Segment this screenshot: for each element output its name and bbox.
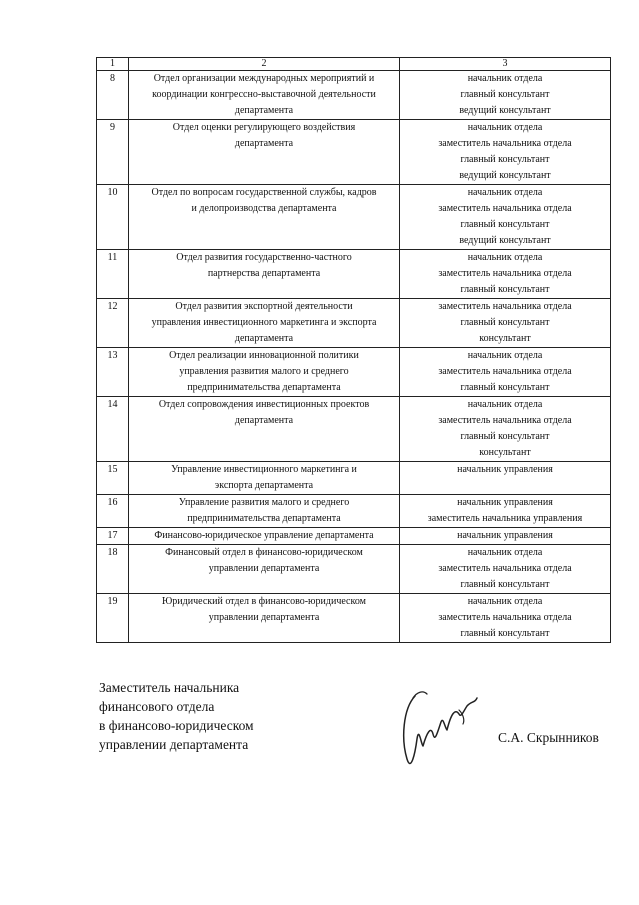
department-line: Отдел реализации инновационной политики	[169, 350, 359, 361]
department-cell	[129, 120, 400, 185]
position-line: ведущий консультант	[459, 105, 551, 116]
department-cell	[129, 495, 400, 528]
position-line: начальник отдела	[467, 350, 543, 361]
table-row	[97, 397, 611, 462]
department-line: Отдел развития экспортной деятельности	[175, 301, 353, 312]
row-number-cell: 19	[97, 594, 129, 643]
position-line: заместитель начальника отдела	[438, 366, 572, 377]
signatory-title-line: управлении департамента	[99, 737, 249, 752]
position-line: начальник управления	[457, 497, 553, 508]
position-line: начальник отдела	[467, 399, 543, 410]
position-line: заместитель начальника отдела	[438, 563, 572, 574]
positions-cell	[400, 462, 611, 495]
row-number-cell: 12	[97, 299, 129, 348]
department-line: и делопроизводства департамента	[191, 203, 337, 214]
position-line: консультант	[479, 333, 531, 344]
signatory-title-line: в финансово-юридическом	[99, 718, 254, 733]
department-line: Финансовый отдел в финансово-юридическом	[165, 547, 363, 558]
position-line: главный консультант	[460, 382, 550, 393]
staff-positions-table	[96, 57, 611, 643]
department-cell	[129, 185, 400, 250]
position-line: главный консультант	[460, 628, 550, 639]
position-line: консультант	[479, 447, 531, 458]
position-line: начальник отдела	[467, 73, 543, 84]
positions-cell	[400, 397, 611, 462]
row-number-cell: 11	[97, 250, 129, 299]
table-row	[97, 462, 611, 495]
department-line: предпринимательства департамента	[187, 382, 341, 393]
row-number-cell: 13	[97, 348, 129, 397]
department-line: управления развития малого и среднего	[179, 366, 349, 377]
position-line: заместитель начальника отдела	[438, 138, 572, 149]
position-line: заместитель начальника отдела	[438, 415, 572, 426]
signature-icon	[393, 684, 488, 779]
table-row	[97, 348, 611, 397]
position-line: заместитель начальника отдела	[438, 203, 572, 214]
positions-cell	[400, 120, 611, 185]
department-cell	[129, 594, 400, 643]
header-cell: 2	[129, 58, 400, 71]
position-line: главный консультант	[460, 431, 550, 442]
signatory-title-line: финансового отдела	[99, 699, 215, 714]
department-line: Отдел сопровождения инвестиционных проектов	[158, 399, 370, 410]
position-line: начальник управления	[457, 530, 553, 541]
position-line: заместитель начальника управления	[427, 513, 583, 524]
department-line: экспорта департамента	[214, 480, 314, 491]
positions-cell	[400, 71, 611, 120]
positions-cell	[400, 185, 611, 250]
positions-cell	[400, 545, 611, 594]
header-cell: 3	[400, 58, 611, 71]
department-cell	[129, 397, 400, 462]
position-line: ведущий консультант	[459, 235, 551, 246]
table-row	[97, 185, 611, 250]
department-cell	[129, 528, 400, 545]
positions-cell	[400, 495, 611, 528]
row-number-cell: 16	[97, 495, 129, 528]
row-number-cell: 17	[97, 528, 129, 545]
position-line: ведущий консультант	[459, 170, 551, 181]
position-line: главный консультант	[460, 317, 550, 328]
row-number-cell: 18	[97, 545, 129, 594]
table-row	[97, 594, 611, 643]
department-cell	[129, 71, 400, 120]
department-line: Управление развития малого и среднего	[178, 497, 350, 508]
table-row	[97, 299, 611, 348]
department-line: департамента	[234, 138, 294, 149]
position-line: главный консультант	[460, 579, 550, 590]
department-cell	[129, 348, 400, 397]
position-line: начальник управления	[457, 464, 553, 475]
department-cell	[129, 545, 400, 594]
department-line: партнерства департамента	[207, 268, 321, 279]
table-row	[97, 120, 611, 185]
signatory-title-line: Заместитель начальника	[99, 680, 240, 695]
position-line: главный консультант	[460, 284, 550, 295]
department-cell	[129, 299, 400, 348]
row-number-cell: 15	[97, 462, 129, 495]
row-number-cell: 10	[97, 185, 129, 250]
row-number-cell: 14	[97, 397, 129, 462]
position-line: заместитель начальника отдела	[438, 268, 572, 279]
department-line: управлении департамента	[208, 612, 320, 623]
header-cell: 1	[97, 58, 129, 71]
position-line: главный консультант	[460, 154, 550, 165]
position-line: главный консультант	[460, 219, 550, 230]
department-cell	[129, 250, 400, 299]
table-row	[97, 495, 611, 528]
department-line: Финансово-юридическое управление департамента	[154, 530, 374, 541]
positions-cell	[400, 594, 611, 643]
position-line: заместитель начальника отдела	[438, 612, 572, 623]
positions-cell	[400, 250, 611, 299]
department-line: департамента	[234, 105, 294, 116]
department-line: координации конгрессно-выставочной деятельности	[152, 89, 376, 100]
position-line: начальник отдела	[467, 252, 543, 263]
department-cell	[129, 462, 400, 495]
position-line: начальник отдела	[467, 596, 543, 607]
position-line: начальник отдела	[467, 122, 543, 133]
table-row	[97, 528, 611, 545]
signatory-title	[99, 678, 254, 754]
positions-cell	[400, 348, 611, 397]
department-line: Отдел оценки регулирующего воздействия	[172, 122, 356, 133]
table-header-row	[97, 58, 611, 71]
table-row	[97, 71, 611, 120]
row-number-cell: 8	[97, 71, 129, 120]
signatory-name: С.А. Скрынников	[498, 730, 599, 745]
positions-cell	[400, 528, 611, 545]
positions-cell	[400, 299, 611, 348]
department-line: департамента	[234, 333, 294, 344]
position-line: главный консультант	[460, 89, 550, 100]
position-line: начальник отдела	[467, 547, 543, 558]
row-number-cell: 9	[97, 120, 129, 185]
department-line: предпринимательства департамента	[187, 513, 341, 524]
table-row	[97, 250, 611, 299]
department-line: управлении департамента	[208, 563, 320, 574]
department-line: Отдел организации международных мероприятий и	[153, 73, 375, 84]
department-line: Отдел развития государственно-частного	[176, 252, 352, 263]
position-line: начальник отдела	[467, 187, 543, 198]
department-line: Отдел по вопросам государственной службы, кадров	[151, 187, 377, 198]
table-row	[97, 545, 611, 594]
department-line: Юридический отдел в финансово-юридическом	[162, 596, 366, 607]
department-line: Управление инвестиционного маркетинга и	[171, 464, 357, 475]
department-line: управления инвестиционного маркетинга и экспорта	[151, 317, 377, 328]
position-line: заместитель начальника отдела	[438, 301, 572, 312]
department-line: департамента	[234, 415, 294, 426]
